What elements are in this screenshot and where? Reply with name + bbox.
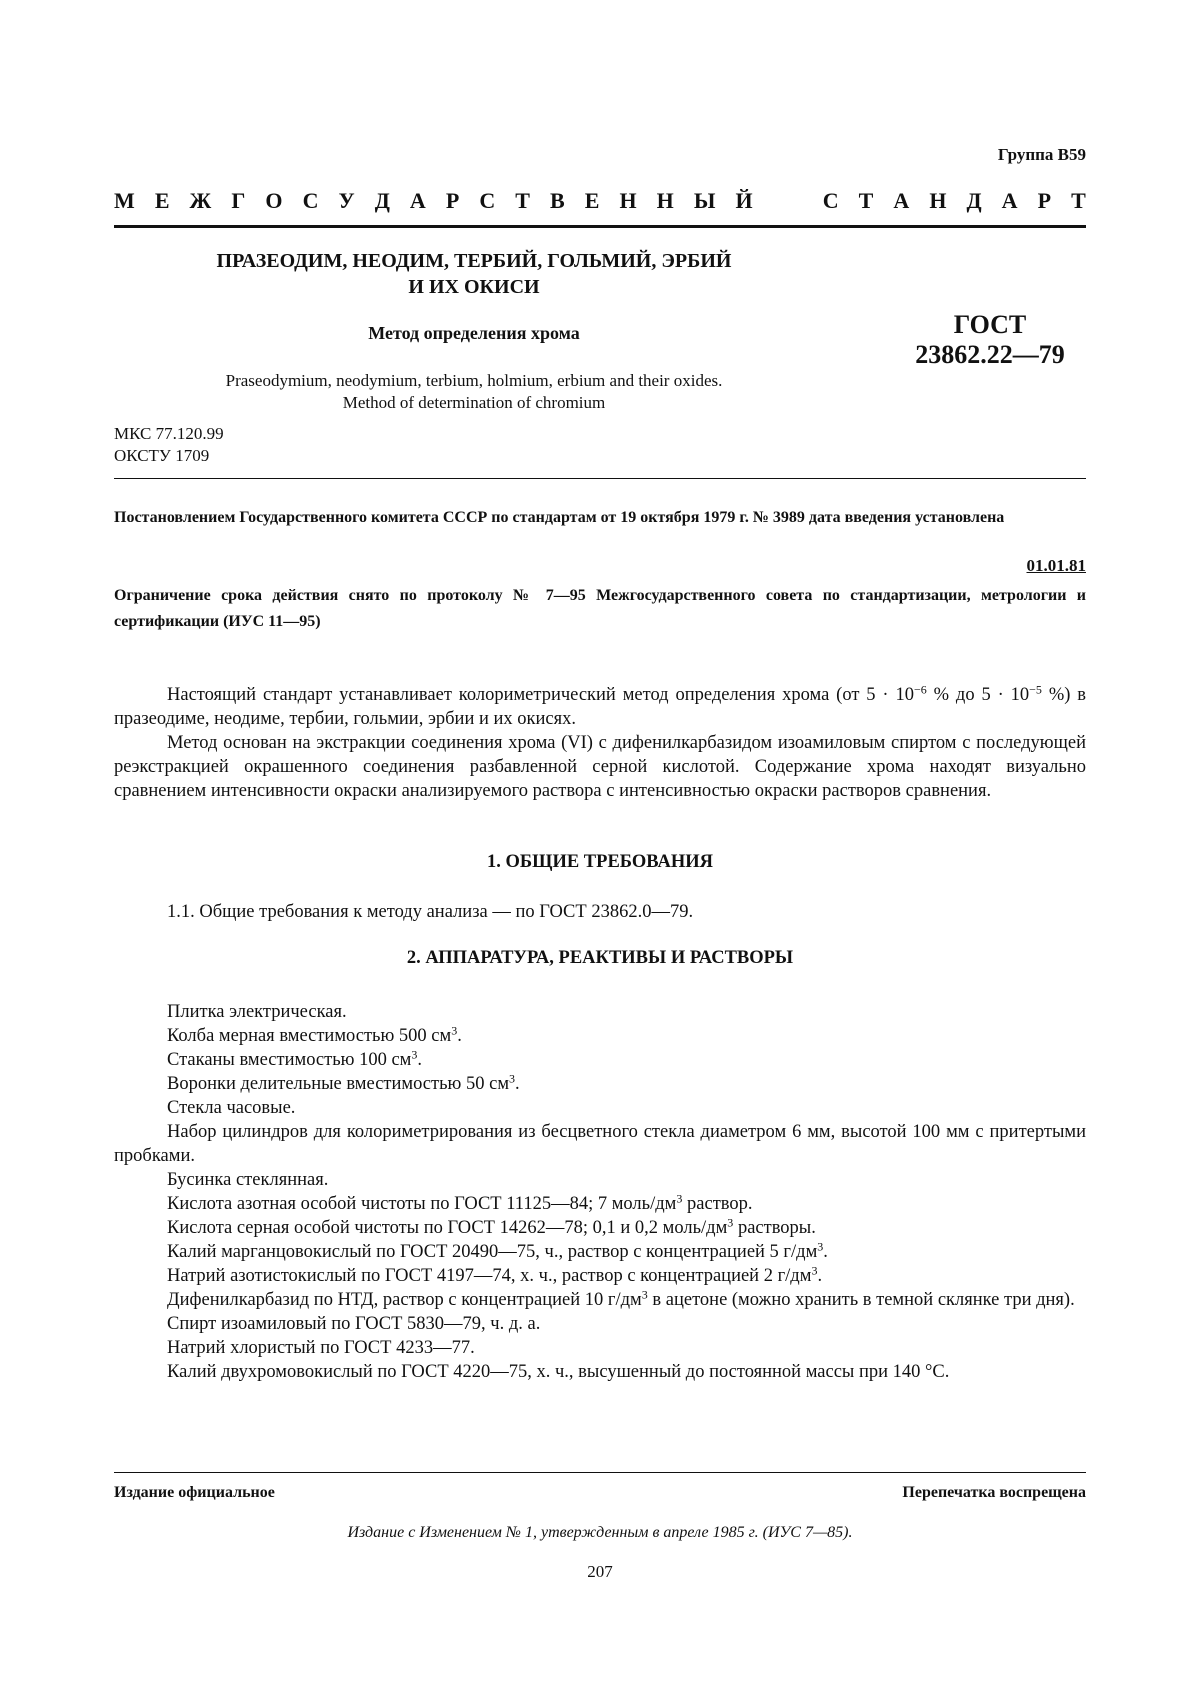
gost-code: 23862.22—79 <box>915 340 1065 369</box>
heading-letter: О <box>265 188 283 213</box>
limit-removed-text: Ограничение срока действия снято по протоколу № 7—95 Межгосударственного совета по стандартизации, метрологии и сертификации (ИУС 11—95) <box>114 587 1086 630</box>
reagent-item: Стекла часовые. <box>167 1098 296 1118</box>
section-1-clause: 1.1. Общие требования к методу анализа — по ГОСТ 23862.0—79. <box>167 902 694 922</box>
group-code: Группа В59 <box>997 145 1086 164</box>
heading-letter: Т <box>515 188 530 213</box>
reagent-item: Калий марганцовокислый по ГОСТ 20490—75, ч., раствор с концентрацией 5 $г/дм^3$. <box>167 1239 828 1262</box>
heading-gap <box>773 188 803 214</box>
interstate-standard-heading <box>114 188 1086 214</box>
heading-letter: Н <box>929 188 947 213</box>
reagent-list <box>114 1000 1086 1384</box>
english-title-line-2: Method of determination of chromium <box>342 393 606 412</box>
intro-paragraph-2: Метод основан на экстракции соединения хрома (VI) с дифенилкарбазидом изоамиловым спиртом с последующей реэкстракцией окрашенного соединения разбавленной серной кислотой. Содержание хрома находят визуально сравнением интенсивности окраски анализируемого раствора с интенсивностью окраски растворов сравнения. <box>114 733 1086 801</box>
reagent-item: Калий двухромовокислый по ГОСТ 4220—75, х. ч., высушенный до постоянной массы при 140 °С. <box>167 1362 950 1382</box>
heading-letter: М <box>114 188 135 213</box>
heading-letter: Д <box>374 188 390 213</box>
introduction-date: 01.01.81 <box>1026 556 1086 575</box>
reagent-item: Дифенилкарбазид по НТД, раствор с концентрацией 10 $г/дм^3$ в ацетоне (можно хранить в темной склянке три дня). <box>167 1287 1075 1310</box>
reagent-item: Бусинка стеклянная. <box>167 1170 329 1190</box>
section-1-heading: 1. ОБЩИЕ ТРЕБОВАНИЯ <box>487 852 713 872</box>
reagent-item: Воронки делительные вместимостью 50 $см^3$. <box>167 1071 520 1094</box>
english-title <box>114 370 834 414</box>
page-number: 207 <box>587 1562 613 1581</box>
reagent-item: Набор цилиндров для колориметрирования из бесцветного стекла диаметром 6 мм, высотой 100 мм с притертыми пробками. <box>114 1122 1086 1166</box>
heading-letter: Н <box>619 188 637 213</box>
reagent-item: Плитка электрическая. <box>167 1002 347 1022</box>
codes-rule <box>114 478 1086 479</box>
heading-letter: Й <box>735 188 753 213</box>
heading-letter: Р <box>1037 188 1052 213</box>
gost-number <box>894 310 1086 370</box>
reagent-item: Спирт изоамиловый по ГОСТ 5830—79, ч. д. а. <box>167 1314 541 1334</box>
heading-letter: Н <box>656 188 674 213</box>
gost-label: ГОСТ <box>953 310 1027 339</box>
heading-letter: Т <box>858 188 874 213</box>
section-1-text <box>114 900 1086 924</box>
title-line-2: И ИХ ОКИСИ <box>408 276 540 298</box>
reprint-prohibited: Перепечатка воспрещена <box>902 1484 1086 1501</box>
heading-letter: Д <box>966 188 982 213</box>
reagent-item: Натрий азотистокислый по ГОСТ 4197—74, х. ч., раствор с концентрацией 2 $г/дм^3$. <box>167 1263 823 1286</box>
heading-letter: С <box>302 188 319 213</box>
document-subtitle: Метод определения хрома <box>368 323 580 343</box>
classification-codes <box>114 423 224 467</box>
header-rule <box>114 225 1086 228</box>
heading-letter: А <box>409 188 426 213</box>
heading-letter: Ы <box>693 188 716 213</box>
heading-letter: А <box>893 188 910 213</box>
intro-section <box>114 683 1086 803</box>
reagent-item: Колба мерная вместимостью 500 $см^3$. <box>167 1023 462 1046</box>
footer-rule <box>114 1472 1086 1473</box>
heading-letter: Т <box>1071 188 1086 213</box>
english-title-line-1: Praseodymium, neodymium, terbium, holmium, erbium and their oxides. <box>225 371 723 390</box>
heading-letter: Р <box>445 188 460 213</box>
heading-letter: А <box>1001 188 1018 213</box>
reagent-item: Натрий хлористый по ГОСТ 4233—77. <box>167 1338 475 1358</box>
decree-text: Постановлением Государственного комитета СССР по стандартам от 19 октября 1979 г. № 3989 дата введения установлена <box>114 509 1005 526</box>
heading-letter: Е <box>584 188 600 213</box>
section-2-heading: 2. АППАРАТУРА, РЕАКТИВЫ И РАСТВОРЫ <box>406 948 794 968</box>
heading-letter: В <box>550 188 565 213</box>
heading-letter: С <box>479 188 496 213</box>
heading-letter: У <box>338 188 355 213</box>
edition-note: Издание с Изменением № 1, утвержденным в апреле 1985 г. (ИУС 7—85). <box>347 1524 853 1541</box>
official-edition: Издание официальное <box>114 1484 275 1501</box>
heading-letter: Е <box>154 188 170 213</box>
title-line-1: ПРАЗЕОДИМ, НЕОДИМ, ТЕРБИЙ, ГОЛЬМИЙ, ЭРБИЙ <box>216 250 732 272</box>
reagent-item: Стаканы вместимостью 100 $см^3$. <box>167 1047 423 1070</box>
mks-code: МКС 77.120.99 <box>114 424 224 443</box>
reagent-item: Кислота азотная особой чистоты по ГОСТ 11125—84; 7 моль/$дм^3$ раствор. <box>167 1191 753 1214</box>
document-title <box>114 248 834 300</box>
heading-letter: Ж <box>189 188 212 213</box>
heading-letter: Г <box>231 188 246 213</box>
heading-letter: С <box>822 188 839 213</box>
intro-paragraph-1: Настоящий стандарт устанавливает колориметрический метод определения хрома (от $5 \cdot 10^{-6}$ % до $5 \cdot 10^{-5}$ %) в празеодиме, неодиме, тербии, гольмии, эрбии и их окисях. <box>114 682 1087 729</box>
reagent-item: Кислота серная особой чистоты по ГОСТ 14262—78; 0,1 и 0,2 моль/$дм^3$ растворы. <box>167 1215 816 1238</box>
okstu-code: ОКСТУ 1709 <box>114 446 210 465</box>
